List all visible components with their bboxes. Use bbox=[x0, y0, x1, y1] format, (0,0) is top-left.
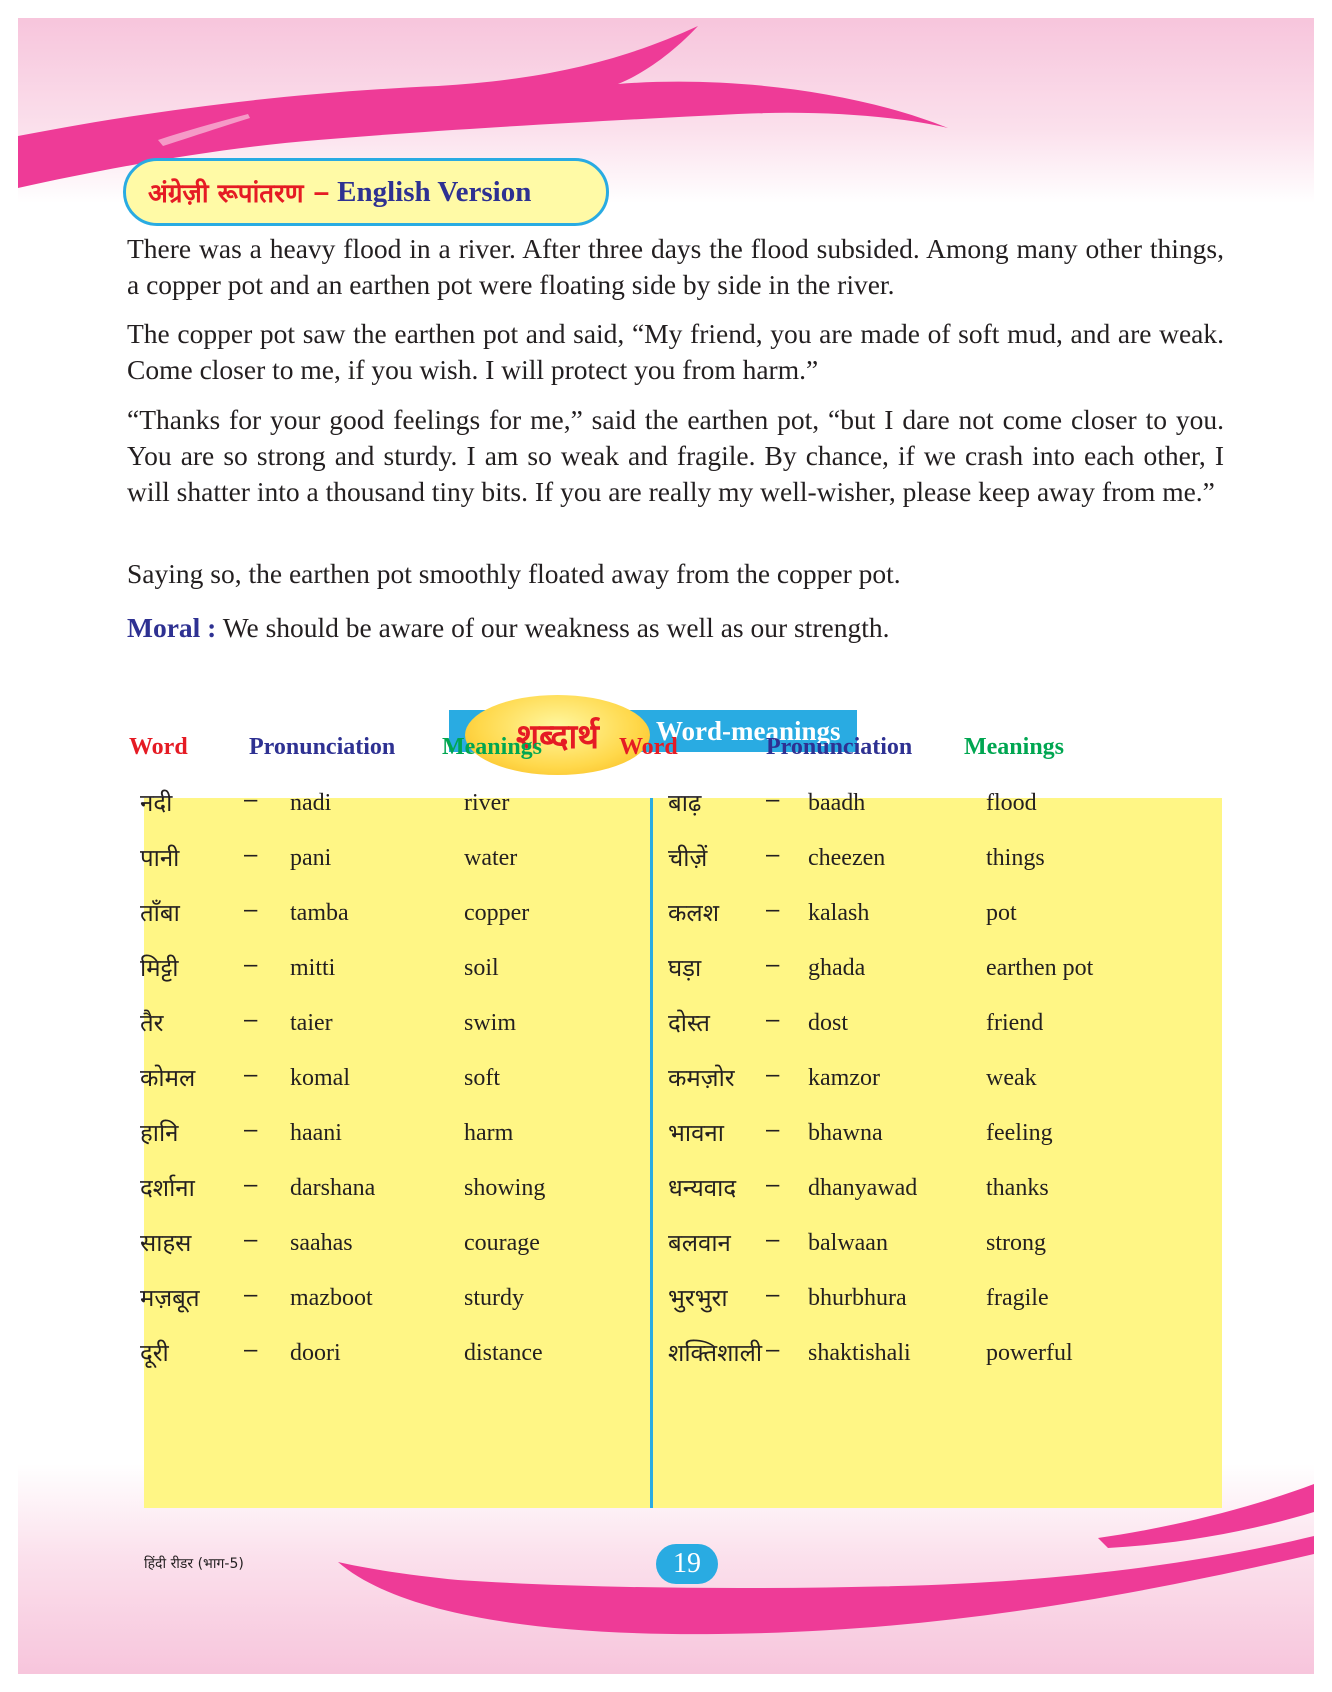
moral-text: We should be aware of our weakness as well as our strength. bbox=[222, 612, 890, 643]
paragraph-text: The copper pot saw the earthen pot and said, “My friend, you are made of soft mud, and are weak. Come closer to me, if you wish. I will protect you from harm.” bbox=[127, 318, 1224, 385]
vocab-meaning: fragile bbox=[986, 1285, 1049, 1311]
vocab-pronunciation: taier bbox=[290, 1010, 333, 1036]
vocab-dash: – bbox=[766, 1006, 780, 1033]
word-meanings-hindi-title: शब्दार्थ bbox=[515, 717, 600, 757]
vocab-pronunciation: bhawna bbox=[808, 1120, 883, 1146]
vocab-pronunciation: saahas bbox=[290, 1230, 353, 1256]
vocab-pronunciation: dost bbox=[808, 1010, 849, 1036]
vocab-dash: – bbox=[244, 841, 258, 868]
vocab-word: घड़ा bbox=[668, 954, 702, 982]
vocab-word: भावना bbox=[668, 1119, 724, 1147]
vocab-dash: – bbox=[766, 951, 780, 978]
vocab-meaning: copper bbox=[464, 900, 530, 926]
vocab-dash: – bbox=[766, 1061, 780, 1088]
header-pronunciation: Pronunciation bbox=[766, 734, 913, 760]
english-version-heading bbox=[123, 158, 609, 226]
vocab-word: साहस bbox=[140, 1229, 192, 1257]
vocab-pronunciation: kalash bbox=[808, 900, 870, 926]
vocab-word: हानि bbox=[140, 1119, 179, 1147]
vocab-meaning: courage bbox=[464, 1230, 540, 1256]
vocab-meaning: thanks bbox=[986, 1175, 1049, 1201]
vocab-dash: – bbox=[244, 786, 258, 813]
vocab-pronunciation: cheezen bbox=[808, 845, 886, 871]
vocab-meaning: showing bbox=[464, 1175, 546, 1201]
vocab-pronunciation: tamba bbox=[290, 900, 349, 926]
vocab-word: दूरी bbox=[140, 1339, 169, 1367]
vocab-pronunciation: nadi bbox=[290, 790, 332, 816]
vocab-pronunciation: mitti bbox=[290, 955, 336, 981]
vocab-word: कलश bbox=[668, 899, 720, 927]
paragraph-text: “Thanks for your good feelings for me,” said the earthen pot, “but I dare not come closer to you. You are so strong and sturdy. I am so weak and fragile. By chance, if we crash into each other, I will shatter into a thousand tiny bits. If you are really my well-wisher, please keep away from me.” bbox=[127, 404, 1224, 507]
book-title-footer: हिंदी रीडर (भाग-5) bbox=[144, 1556, 244, 1572]
vocab-word: नदी bbox=[140, 789, 173, 817]
vocab-dash: – bbox=[244, 1171, 258, 1198]
vocab-meaning: powerful bbox=[986, 1340, 1073, 1366]
vocab-dash: – bbox=[766, 1116, 780, 1143]
vocab-word: शक्तिशाली bbox=[668, 1339, 763, 1367]
vocab-word: धन्यवाद bbox=[668, 1174, 737, 1202]
word-meanings-english-title: Word-meanings bbox=[656, 716, 841, 746]
vocab-dash: – bbox=[766, 1171, 780, 1198]
vocab-word: भुरभुरा bbox=[668, 1284, 728, 1312]
vocab-pronunciation: balwaan bbox=[808, 1230, 888, 1256]
vocab-word: कोमल bbox=[140, 1064, 196, 1092]
heading-hindi-text: अंग्रेज़ी रूपांतरण bbox=[148, 179, 304, 209]
vocab-dash: – bbox=[244, 1336, 258, 1363]
vocab-pronunciation: komal bbox=[290, 1065, 350, 1091]
vocab-meaning: earthen pot bbox=[986, 955, 1094, 981]
vocab-meaning: sturdy bbox=[464, 1285, 524, 1311]
vocab-meaning: things bbox=[986, 845, 1045, 871]
heading-english-text: English Version bbox=[337, 175, 532, 208]
vocab-meaning: distance bbox=[464, 1340, 543, 1366]
vocab-dash: – bbox=[766, 1281, 780, 1308]
story-paragraph-3 bbox=[127, 402, 1224, 510]
vocab-pronunciation: pani bbox=[290, 845, 332, 871]
vocab-dash: – bbox=[766, 896, 780, 923]
vocab-meaning: weak bbox=[986, 1065, 1037, 1091]
vocab-dash: – bbox=[244, 1281, 258, 1308]
page-number: 19 bbox=[656, 1544, 718, 1584]
vocab-meaning: feeling bbox=[986, 1120, 1053, 1146]
vocab-word: मज़बूत bbox=[140, 1284, 200, 1312]
vocab-word: मिट्टी bbox=[140, 954, 179, 982]
vocab-meaning: swim bbox=[464, 1010, 517, 1036]
vocab-dash: – bbox=[244, 1061, 258, 1088]
vocab-word: पानी bbox=[140, 844, 180, 872]
vocab-dash: – bbox=[244, 896, 258, 923]
vocab-meaning: strong bbox=[986, 1230, 1046, 1256]
vocabulary-column-divider bbox=[650, 798, 653, 1508]
vocab-word: बलवान bbox=[668, 1229, 731, 1257]
vocab-pronunciation: baadh bbox=[808, 790, 866, 816]
vocab-word: तैर bbox=[140, 1009, 164, 1037]
vocab-meaning: harm bbox=[464, 1120, 514, 1146]
vocab-dash: – bbox=[244, 1116, 258, 1143]
vocab-meaning: soft bbox=[464, 1065, 500, 1091]
vocab-word: चीज़ें bbox=[668, 844, 708, 872]
vocab-pronunciation: doori bbox=[290, 1340, 341, 1366]
header-meanings: Meanings bbox=[964, 734, 1065, 760]
vocab-word: बाढ़ bbox=[668, 789, 702, 817]
vocab-dash: – bbox=[766, 1336, 780, 1363]
vocab-pronunciation: darshana bbox=[290, 1175, 376, 1201]
vocab-pronunciation: shaktishali bbox=[808, 1340, 911, 1366]
vocab-pronunciation: ghada bbox=[808, 955, 866, 981]
moral-label: Moral : bbox=[127, 612, 217, 643]
vocab-meaning: flood bbox=[986, 790, 1037, 816]
header-word: Word bbox=[129, 734, 188, 760]
page bbox=[18, 18, 1314, 1674]
vocab-pronunciation: dhanyawad bbox=[808, 1175, 918, 1201]
header-meanings: Meanings bbox=[442, 734, 543, 760]
vocab-meaning: friend bbox=[986, 1010, 1044, 1036]
vocab-dash: – bbox=[766, 1226, 780, 1253]
vocab-pronunciation: haani bbox=[290, 1120, 342, 1146]
paragraph-text: Saying so, the earthen pot smoothly floated away from the copper pot. bbox=[127, 558, 901, 589]
moral bbox=[127, 610, 1224, 646]
vocab-word: ताँबा bbox=[140, 899, 180, 927]
vocab-dash: – bbox=[244, 951, 258, 978]
vocab-word: दोस्त bbox=[668, 1009, 710, 1037]
vocab-meaning: soil bbox=[464, 955, 499, 981]
vocab-dash: – bbox=[244, 1226, 258, 1253]
vocab-word: दर्शाना bbox=[140, 1174, 195, 1202]
vocab-pronunciation: kamzor bbox=[808, 1065, 880, 1091]
vocab-meaning: pot bbox=[986, 900, 1017, 926]
heading-dash: – bbox=[313, 176, 330, 207]
header-word: Word bbox=[619, 734, 678, 760]
header-pronunciation: Pronunciation bbox=[249, 734, 396, 760]
vocab-dash: – bbox=[766, 786, 780, 813]
vocab-dash: – bbox=[244, 1006, 258, 1033]
vocab-dash: – bbox=[766, 841, 780, 868]
vocab-word: कमज़ोर bbox=[668, 1064, 735, 1092]
vocab-pronunciation: bhurbhura bbox=[808, 1285, 907, 1311]
story-paragraph-4 bbox=[127, 556, 1224, 592]
story-paragraph-1 bbox=[127, 231, 1224, 303]
vocab-meaning: water bbox=[464, 845, 518, 871]
vocab-meaning: river bbox=[464, 790, 510, 816]
vocab-pronunciation: mazboot bbox=[290, 1285, 373, 1311]
paragraph-text: There was a heavy flood in a river. After three days the flood subsided. Among many other things, a copper pot and an earthen pot were floating side by side in the river. bbox=[127, 233, 1224, 300]
story-paragraph-2 bbox=[127, 316, 1224, 388]
